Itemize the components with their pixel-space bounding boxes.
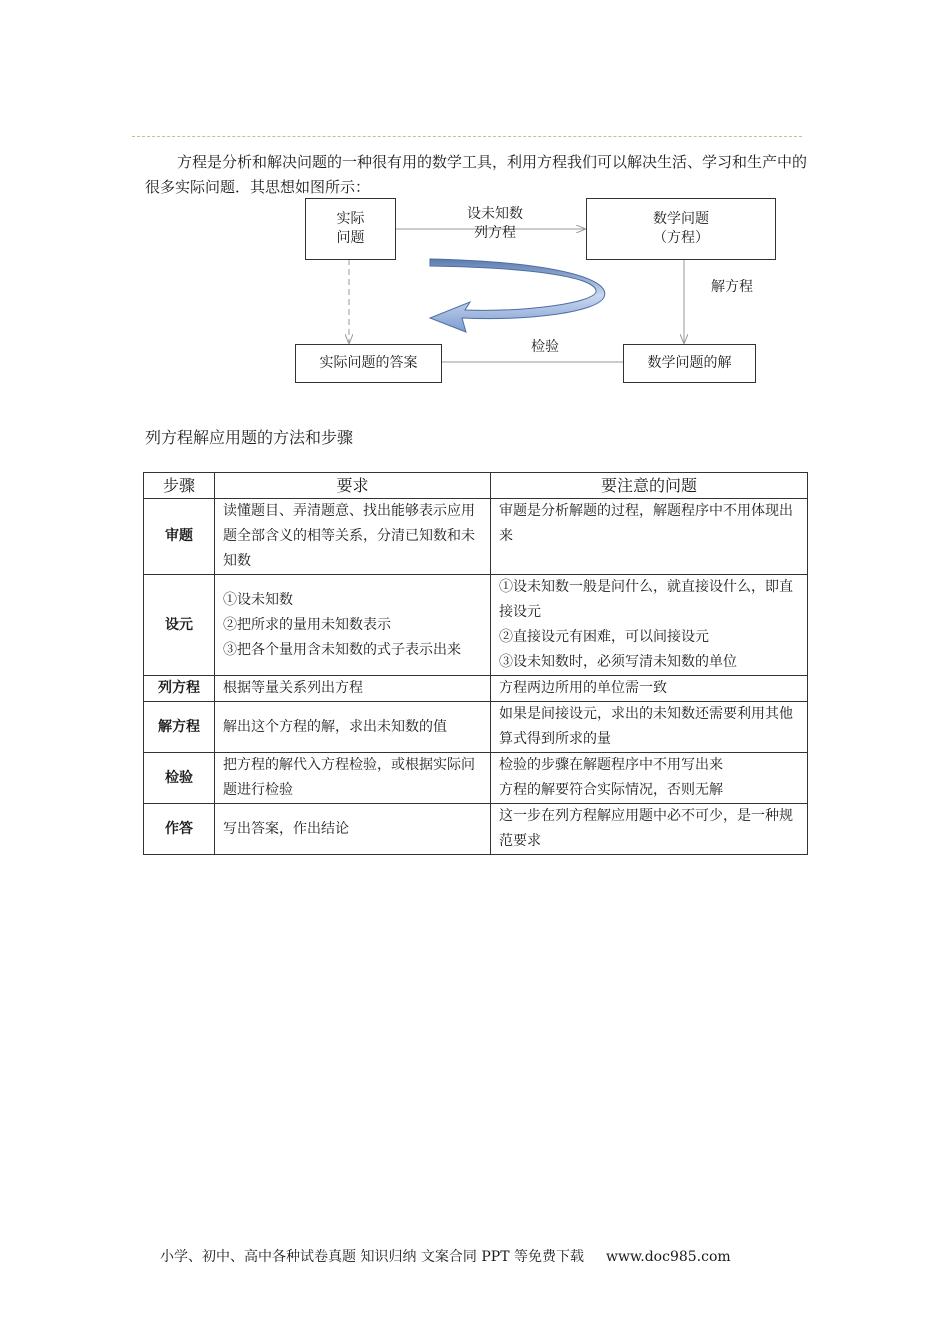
notes-text: 这一步在列方程解应用题中必不可少，是一种规范要求 <box>499 808 793 849</box>
header-requirement: 要求 <box>215 473 491 499</box>
box-math-problem-line2: （方程） <box>653 230 709 246</box>
table-row <box>144 499 808 575</box>
intro-text: 方程是分析和解决问题的一种很有用的数学工具，利用方程我们可以解决生活、学习和生产中的很多实际问题．其思想如图所示： <box>145 153 808 196</box>
notes-cell <box>491 499 808 575</box>
header-step: 步骤 <box>144 473 215 499</box>
label-set-unknown <box>450 205 540 243</box>
footer-text: 小学、初中、高中各种试卷真题 知识归纳 文案合同 PPT 等免费下载 <box>160 1249 584 1265</box>
requirement-text: 根据等量关系列出方程 <box>223 680 363 696</box>
intro-paragraph <box>145 150 807 200</box>
top-dashed-divider <box>132 136 802 137</box>
header-notes: 要注意的问题 <box>491 473 808 499</box>
notes-text: 如果是间接设元，求出的未知数还需要利用其他算式得到所求的量 <box>499 706 793 747</box>
notes-text: ①设未知数一般是问什么，就直接设什么，即直接设元 <box>499 579 793 620</box>
requirement-text: 解出这个方程的解，求出未知数的值 <box>223 718 447 735</box>
table-header-row <box>144 473 808 499</box>
table-row <box>144 804 808 855</box>
box-solution-label: 数学问题的解 <box>647 355 732 371</box>
step-cell: 解方程 <box>144 702 215 753</box>
box-math-problem-line1: 数学问题 <box>653 211 709 227</box>
box-solution <box>623 344 756 383</box>
box-real-problem <box>305 198 396 260</box>
table-row <box>144 676 808 702</box>
requirement-cell <box>215 753 491 804</box>
label-set-unknown-line1: 设未知数 <box>467 206 523 222</box>
step-cell: 检验 <box>144 753 215 804</box>
notes-text: 审题是分析解题的过程，解题程序中不用体现出来 <box>499 503 793 544</box>
table-row <box>144 575 808 676</box>
notes-text: 方程的解要符合实际情况，否则无解 <box>499 782 723 798</box>
curved-arrow-icon <box>430 259 605 332</box>
step-cell: 审题 <box>144 499 215 575</box>
notes-text: 检验的步骤在解题程序中不用写出来 <box>499 757 723 773</box>
box-answer <box>295 344 442 383</box>
footer <box>160 1246 731 1266</box>
box-answer-label: 实际问题的答案 <box>319 355 418 371</box>
notes-text: 方程两边所用的单位需一致 <box>499 680 667 696</box>
requirement-cell <box>215 676 491 702</box>
notes-cell <box>491 702 808 753</box>
requirement-cell <box>215 575 491 676</box>
requirement-text: 读懂题目、弄清题意、找出能够表示应用题全部含义的相等关系，分清已知数和未知数 <box>223 503 475 569</box>
notes-cell <box>491 676 808 702</box>
notes-cell <box>491 804 808 855</box>
steps-table <box>143 472 808 855</box>
requirement-text: 把方程的解代入方程检验，或根据实际问题进行检验 <box>223 757 475 798</box>
step-cell: 作答 <box>144 804 215 855</box>
box-math-problem <box>586 198 776 260</box>
notes-text: ③设未知数时，必须写清未知数的单位 <box>499 654 737 670</box>
label-set-unknown-line2: 列方程 <box>474 225 516 241</box>
requirement-text: 写出答案，作出结论 <box>223 820 349 837</box>
footer-url[interactable]: www.doc985.com <box>605 1249 731 1265</box>
requirement-text: ③把各个量用含未知数的式子表示出来 <box>223 641 461 658</box>
section-title: 列方程解应用题的方法和步骤 <box>145 428 354 447</box>
requirement-text: ②把所求的量用未知数表示 <box>223 616 391 633</box>
table-row <box>144 702 808 753</box>
step-cell: 列方程 <box>144 676 215 702</box>
requirement-cell <box>215 804 491 855</box>
box-real-problem-line2: 问题 <box>336 230 365 246</box>
requirement-cell <box>215 499 491 575</box>
box-real-problem-line1: 实际 <box>336 211 365 227</box>
step-cell: 设元 <box>144 575 215 676</box>
table-row <box>144 753 808 804</box>
notes-cell <box>491 575 808 676</box>
notes-cell <box>491 753 808 804</box>
requirement-text: ①设未知数 <box>223 591 293 608</box>
label-check: 检验 <box>531 339 559 355</box>
requirement-cell <box>215 702 491 753</box>
notes-text: ②直接设元有困难，可以间接设元 <box>499 629 709 645</box>
label-solve: 解方程 <box>711 279 753 295</box>
